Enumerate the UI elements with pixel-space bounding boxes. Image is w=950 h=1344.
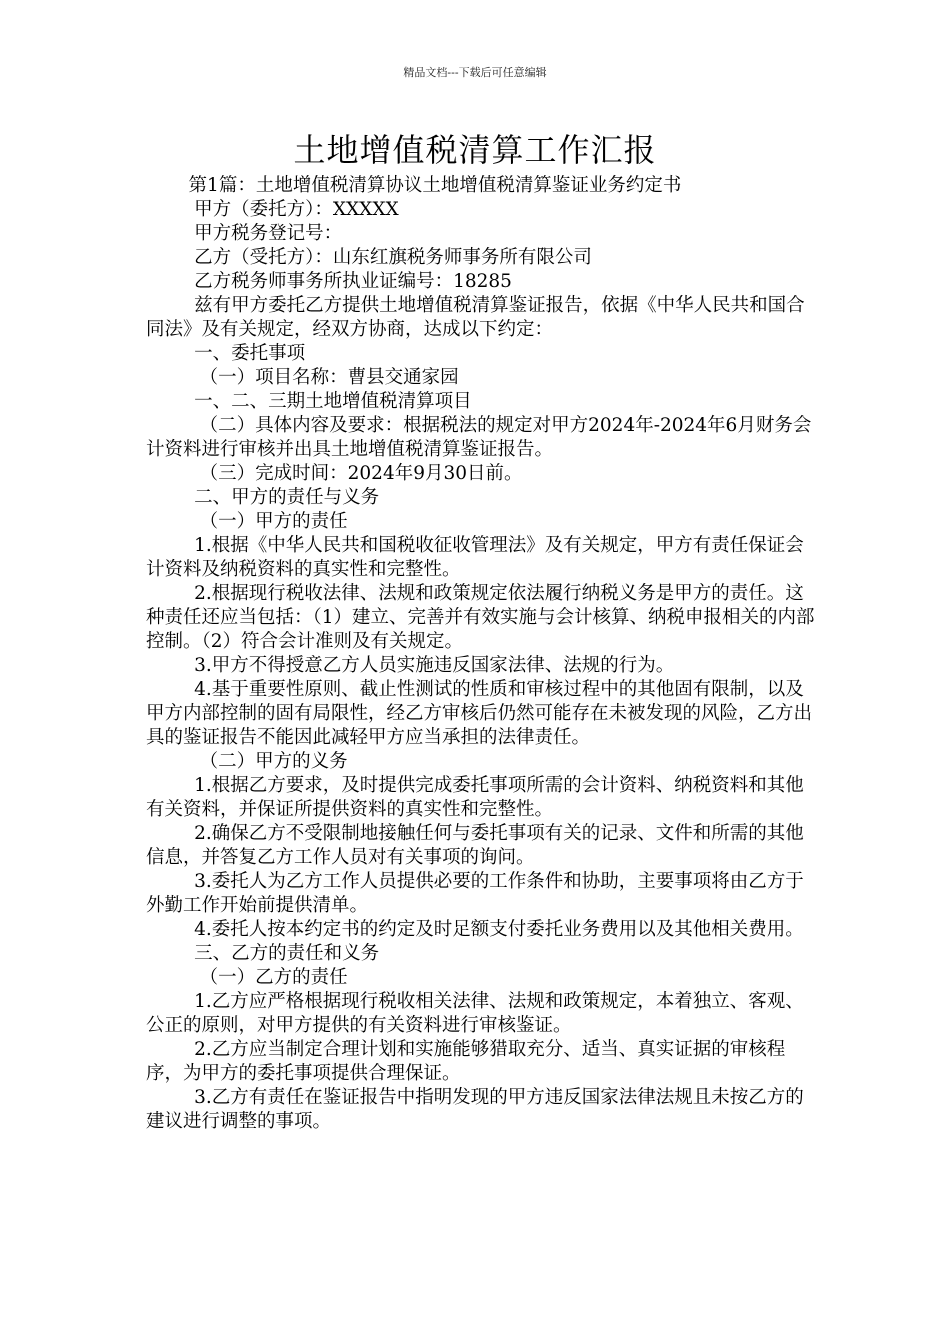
document-title: 土地增值税清算工作汇报 (293, 131, 657, 169)
party-a-tax-id-line: 甲方税务登记号： (194, 223, 343, 244)
heading-party-a-duties: 二、甲方的责任与义务 (194, 487, 380, 508)
project-phases-line: 一、二、三期土地增值税清算项目 (194, 391, 472, 412)
party-a-obligation-3: 3.委托人为乙方工作人员提供必要的工作条件和协助，主要事项将由乙方于外勤工作开始前提供清单。 (146, 871, 804, 916)
party-a-obligation-4: 4.委托人按本约定书的约定及时足额支付委托业务费用以及其他相关费用。 (194, 919, 804, 940)
document-body (146, 174, 816, 1134)
completion-time-line: （三）完成时间：2024年9月30日前。 (199, 463, 523, 484)
party-a-line: 甲方（委托方）：XXXXX (194, 199, 399, 220)
party-a-responsibility-3: 3.甲方不得授意乙方人员实施违反国家法律、法规的行为。 (194, 655, 675, 676)
party-a-responsibility-1: 1.根据《中华人民共和国税收征收管理法》及有关规定，甲方有责任保证会计资料及纳税资料的真实性和完整性。 (146, 535, 804, 580)
heading-commission-matters: 一、委托事项 (194, 343, 306, 364)
party-b-responsibility-2: 2.乙方应当制定合理计划和实施能够猎取充分、适当、真实证据的审核程序，为甲方的委托事项提供合理保证。 (146, 1039, 786, 1084)
subheading-party-a-obligation: （二）甲方的义务 (199, 751, 348, 772)
party-b-line: 乙方（受托方）：山东红旗税务师事务所有限公司 (194, 247, 592, 268)
party-a-responsibility-2: 2.根据现行税收法律、法规和政策规定依法履行纳税义务是甲方的责任。这种责任还应当包括：（1）建立、完善并有效实施与会计核算、纳税申报相关的内部控制。（2）符合会计准则及有关规定。 (146, 583, 815, 652)
party-a-obligation-1: 1.根据乙方要求，及时提供完成委托事项所需的会计资料、纳税资料和其他有关资料，并保证所提供资料的真实性和完整性。 (146, 775, 804, 820)
project-name-line: （一）项目名称：曹县交通家园 (199, 367, 459, 388)
party-b-license-line: 乙方税务师事务所执业证编号：18285 (194, 271, 512, 292)
requirements-paragraph: （二）具体内容及要求：根据税法的规定对甲方2024年-2024年6月财务会计资料进行审核并出具土地增值税清算鉴证报告。 (146, 415, 812, 460)
header-note: 精品文档---下载后可任意编辑 (403, 66, 547, 79)
subheading-party-a-responsibility: （一）甲方的责任 (199, 511, 348, 532)
section-heading-part1: 第1篇：土地增值税清算协议土地增值税清算鉴证业务约定书 (188, 175, 682, 196)
party-b-responsibility-3: 3.乙方有责任在鉴证报告中指明发现的甲方违反国家法律法规且未按乙方的建议进行调整的事项。 (146, 1087, 804, 1132)
party-b-responsibility-1: 1.乙方应严格根据现行税收相关法律、法规和政策规定，本着独立、客观、公正的原则，对甲方提供的有关资料进行审核鉴证。 (146, 991, 804, 1036)
party-a-responsibility-4: 4.基于重要性原则、截止性测试的性质和审核过程中的其他固有限制，以及甲方内部控制的固有局限性，经乙方审核后仍然可能存在未被发现的风险，乙方出具的鉴证报告不能因此减轻甲方应当承担的法律责任。 (146, 679, 813, 748)
heading-party-b-duties: 三、乙方的责任和义务 (194, 943, 380, 964)
subheading-party-b-responsibility: （一）乙方的责任 (199, 967, 348, 988)
agreement-preamble: 兹有甲方委托乙方提供土地增值税清算鉴证报告，依据《中华人民共和国合同法》及有关规定，经双方协商，达成以下约定： (146, 295, 805, 340)
party-a-obligation-2: 2.确保乙方不受限制地接触任何与委托事项有关的记录、文件和所需的其他信息，并答复乙方工作人员对有关事项的询问。 (146, 823, 804, 868)
